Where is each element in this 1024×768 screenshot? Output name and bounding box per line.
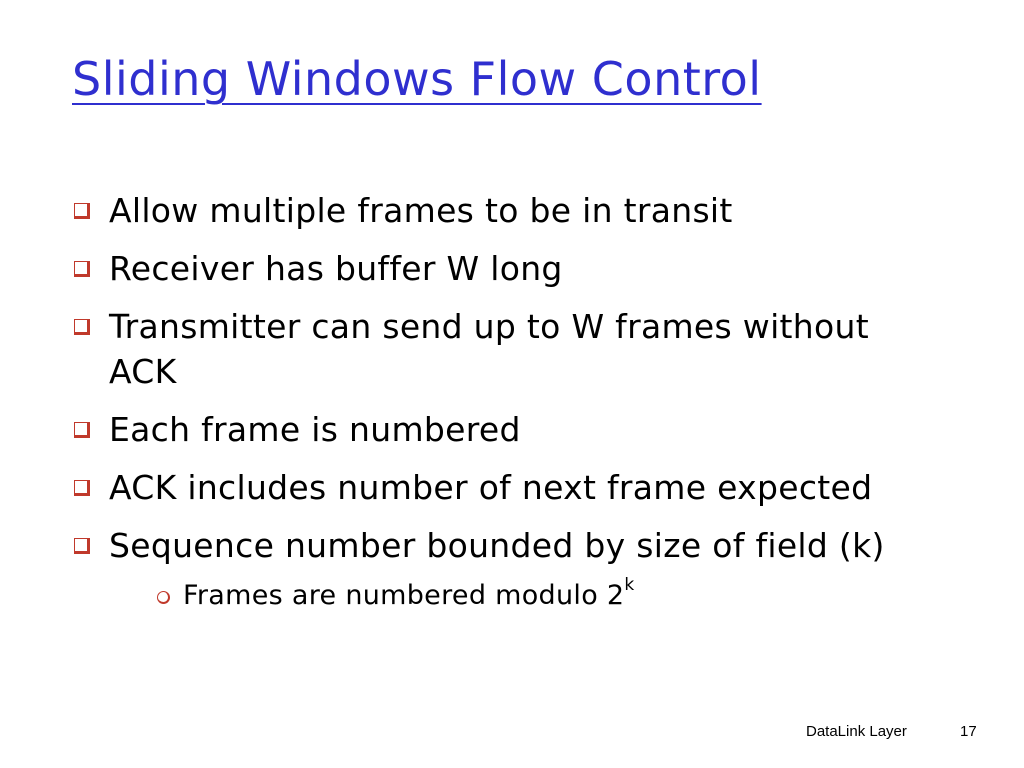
slide-title: Sliding Windows Flow Control <box>72 52 762 106</box>
bullet-item <box>72 523 932 614</box>
square-bullet-icon <box>74 538 90 554</box>
bullet-text: Each frame is numbered <box>109 410 521 449</box>
square-bullet-icon <box>74 203 90 219</box>
bullet-list <box>72 188 932 627</box>
bullet-text: Sequence number bounded by size of field (k) <box>109 526 885 565</box>
bullet-item <box>72 407 932 452</box>
square-bullet-icon <box>74 261 90 277</box>
bullet-text: Transmitter can send up to W frames without ACK <box>109 307 869 391</box>
circle-bullet-icon <box>157 591 170 604</box>
bullet-item <box>72 304 932 394</box>
bullet-text: ACK includes number of next frame expected <box>109 468 873 507</box>
footer-label: DataLink Layer <box>806 723 907 740</box>
sub-bullet-item <box>157 575 932 614</box>
bullet-text: Allow multiple frames to be in transit <box>109 191 733 230</box>
square-bullet-icon <box>74 319 90 335</box>
bullet-item <box>72 465 932 510</box>
square-bullet-icon <box>74 422 90 438</box>
square-bullet-icon <box>74 480 90 496</box>
superscript-exponent: k <box>624 575 635 595</box>
slide-number: 17 <box>960 723 977 740</box>
bullet-item <box>72 246 932 291</box>
sub-bullet-text: Frames are numbered modulo 2 <box>183 580 625 611</box>
bullet-item <box>72 188 932 233</box>
bullet-text: Receiver has buffer W long <box>109 249 563 288</box>
